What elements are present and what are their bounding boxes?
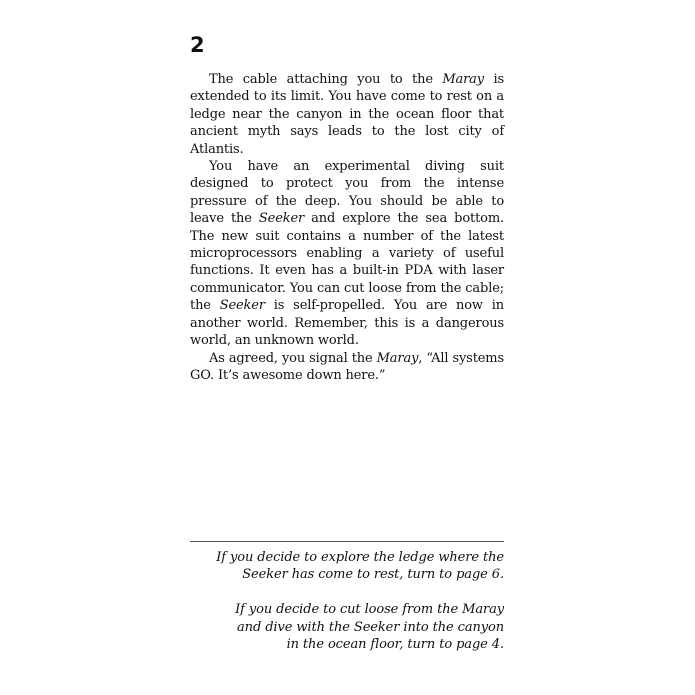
choices	[190, 549, 504, 653]
page-number: 2	[190, 33, 205, 57]
story-paragraph	[190, 158, 504, 349]
choice-line: in the ocean floor, turn to page 4.	[286, 637, 504, 653]
choices-divider	[190, 541, 504, 542]
text-segment: is extended to its limit. You have come to rest on a ledge near the canyon in the ocean floor that ancient myth says leads to the lost city of Atlantis.	[190, 72, 504, 157]
text-segment: As agreed, you signal the	[209, 350, 377, 366]
ship-name: Maray	[442, 72, 484, 87]
ship-name: Maray	[376, 350, 419, 366]
choice-line: If you decide to cut loose from the Maray	[235, 602, 504, 618]
story-paragraph	[190, 71, 504, 158]
vessel-name: Seeker	[219, 298, 265, 314]
choice-line: If you decide to explore the ledge where the	[216, 550, 504, 565]
text-segment: The cable attaching you to the	[209, 72, 443, 87]
story-paragraph	[190, 350, 504, 385]
story-text	[190, 71, 504, 384]
choice-explore-ledge[interactable]	[190, 549, 504, 584]
choice-line: and dive with the Seeker into the canyon	[237, 619, 504, 635]
text-segment: , “All systems GO. It’s awesome down here.”	[190, 350, 505, 383]
choice-dive-canyon[interactable]	[190, 601, 504, 653]
text-segment: and explore the sea bottom. The new suit contains a number of the latest microprocessors enabling a variety of useful functions. It even has a built-in PDA with laser communicator. You can cut loose from the cable; the	[190, 211, 504, 314]
vessel-name: Seeker	[258, 211, 305, 227]
text-segment: You have an experimental diving suit designed to protect you from the intense pressure of the deep. You should be able to leave the	[190, 159, 504, 227]
text-segment: is self-propelled. You are now in another world. Remember, this is a dangerous world, an unknown world.	[190, 298, 505, 349]
choice-line: Seeker has come to rest, turn to page 6.	[242, 567, 504, 583]
